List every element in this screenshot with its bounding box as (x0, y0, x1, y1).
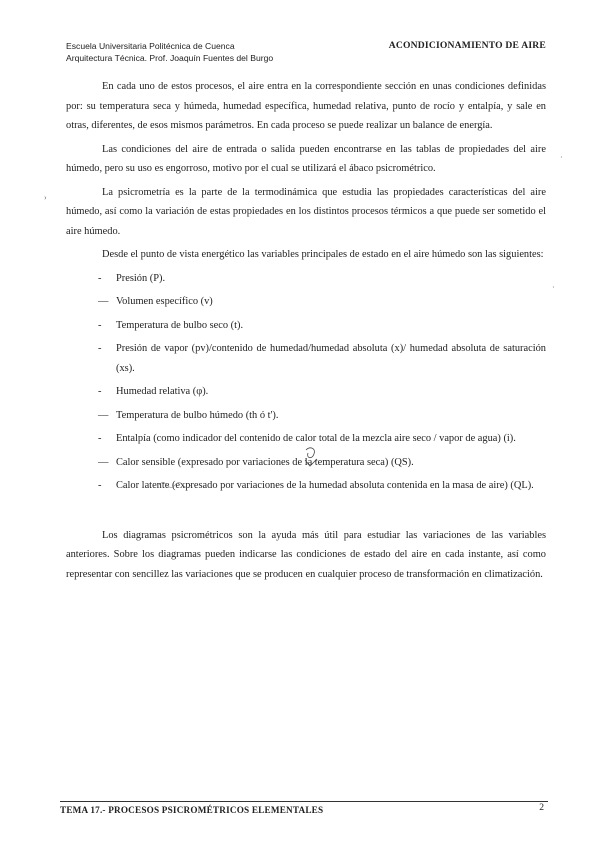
list-dash: — (98, 456, 109, 468)
document-body (66, 77, 546, 588)
paragraph-processes: En cada uno de estos procesos, el aire entra en la correspondiente sección en unas condiciones definidas por: su temperatura seca y húmeda, humedad específica, humedad relativa, punto de rocío y entalpía, y sale en otras, diferentes, de esos mismos parámetros. En cada proceso se puede realizar un balance de energía. (66, 81, 546, 131)
list-dash: - (98, 343, 102, 354)
list-dash: — (98, 409, 109, 421)
footer-divider (60, 801, 548, 802)
footer-chapter-title: TEMA 17.- PROCESOS PSICROMÉTRICOS ELEMENTALES (60, 805, 324, 815)
scan-speck-mark: › (44, 193, 47, 202)
paragraph-variables-intro: Desde el punto de vista energético las variables principales de estado en el aire húmedo son las siguientes: (102, 249, 544, 260)
list-dash: - (98, 433, 102, 444)
list-item (88, 292, 546, 312)
section-gap (66, 500, 546, 526)
list-dash: — (98, 296, 109, 307)
list-dash: - (98, 386, 102, 397)
paragraph-conditions: Las condiciones del aire de entrada o salida pueden encontrarse en las tablas de propiedades del aire húmedo, pero su uso es engorroso, motivo por el cual se utilizará el ábaco psicrométrico. (66, 143, 546, 174)
list-dash: - (98, 319, 102, 331)
list-item-text: Entalpía (como indicador del contenido de calor total de la mezcla aire seco / vapor de agua) (i). (116, 433, 516, 444)
institution-line-1: Escuela Universitaria Politécnica de Cuenca (66, 41, 235, 51)
list-item-text: Calor latente (expresado por variaciones de la humedad absoluta contenida en la masa de aire) (QL). (116, 480, 534, 491)
list-dash: - (98, 480, 102, 491)
page-header-institution (66, 40, 273, 64)
handwritten-scribble-mark (302, 446, 322, 468)
institution-line-2: Arquitectura Técnica. Prof. Joaquín Fuentes del Burgo (66, 53, 274, 63)
page-header-section-title: ACONDICIONAMIENTO DE AIRE (388, 40, 546, 51)
list-item-text: Temperatura de bulbo húmedo (th ó t'). (116, 409, 279, 421)
list-item-text: Presión de vapor (pv)/contenido de humedad/humedad absoluta (x)/ humedad absoluta de saturación (xs). (116, 343, 546, 374)
handwritten-scribble-mark (157, 479, 197, 489)
paragraph-psychrometry: La psicrometría es la parte de la termodinámica que estudia las propiedades características del aire húmedo, así como la variación de estas propiedades en los distintos procesos térmicos a que puede ser sometido el aire húmedo. (66, 186, 546, 237)
list-item-text: Volumen específico (v) (116, 296, 213, 307)
list-item-text: Calor sensible (expresado por variaciones de la temperatura seca) (QS). (116, 456, 414, 468)
paragraph-diagrams: Los diagramas psicrométricos son la ayuda más útil para estudiar las variaciones de las variables anteriores. Sobre los diagramas pueden indicarse las condiciones de estado del aire en cada instante, así como representar con sencillez las variaciones que se producen en cualquier proceso de transformación en climatización. (66, 529, 546, 580)
list-dash: - (98, 272, 102, 284)
list-item (88, 406, 546, 426)
list-item (88, 269, 546, 289)
list-item-text: Temperatura de bulbo seco (t). (116, 319, 244, 331)
list-item-text: Humedad relativa (φ). (116, 386, 209, 397)
list-item (88, 339, 546, 378)
list-item-text: Presión (P). (116, 272, 166, 284)
list-item (88, 316, 546, 336)
page-number: 2 (539, 802, 544, 813)
list-item (88, 382, 546, 402)
scan-speck-mark: · (552, 283, 555, 292)
scan-speck-mark: · (560, 153, 563, 162)
